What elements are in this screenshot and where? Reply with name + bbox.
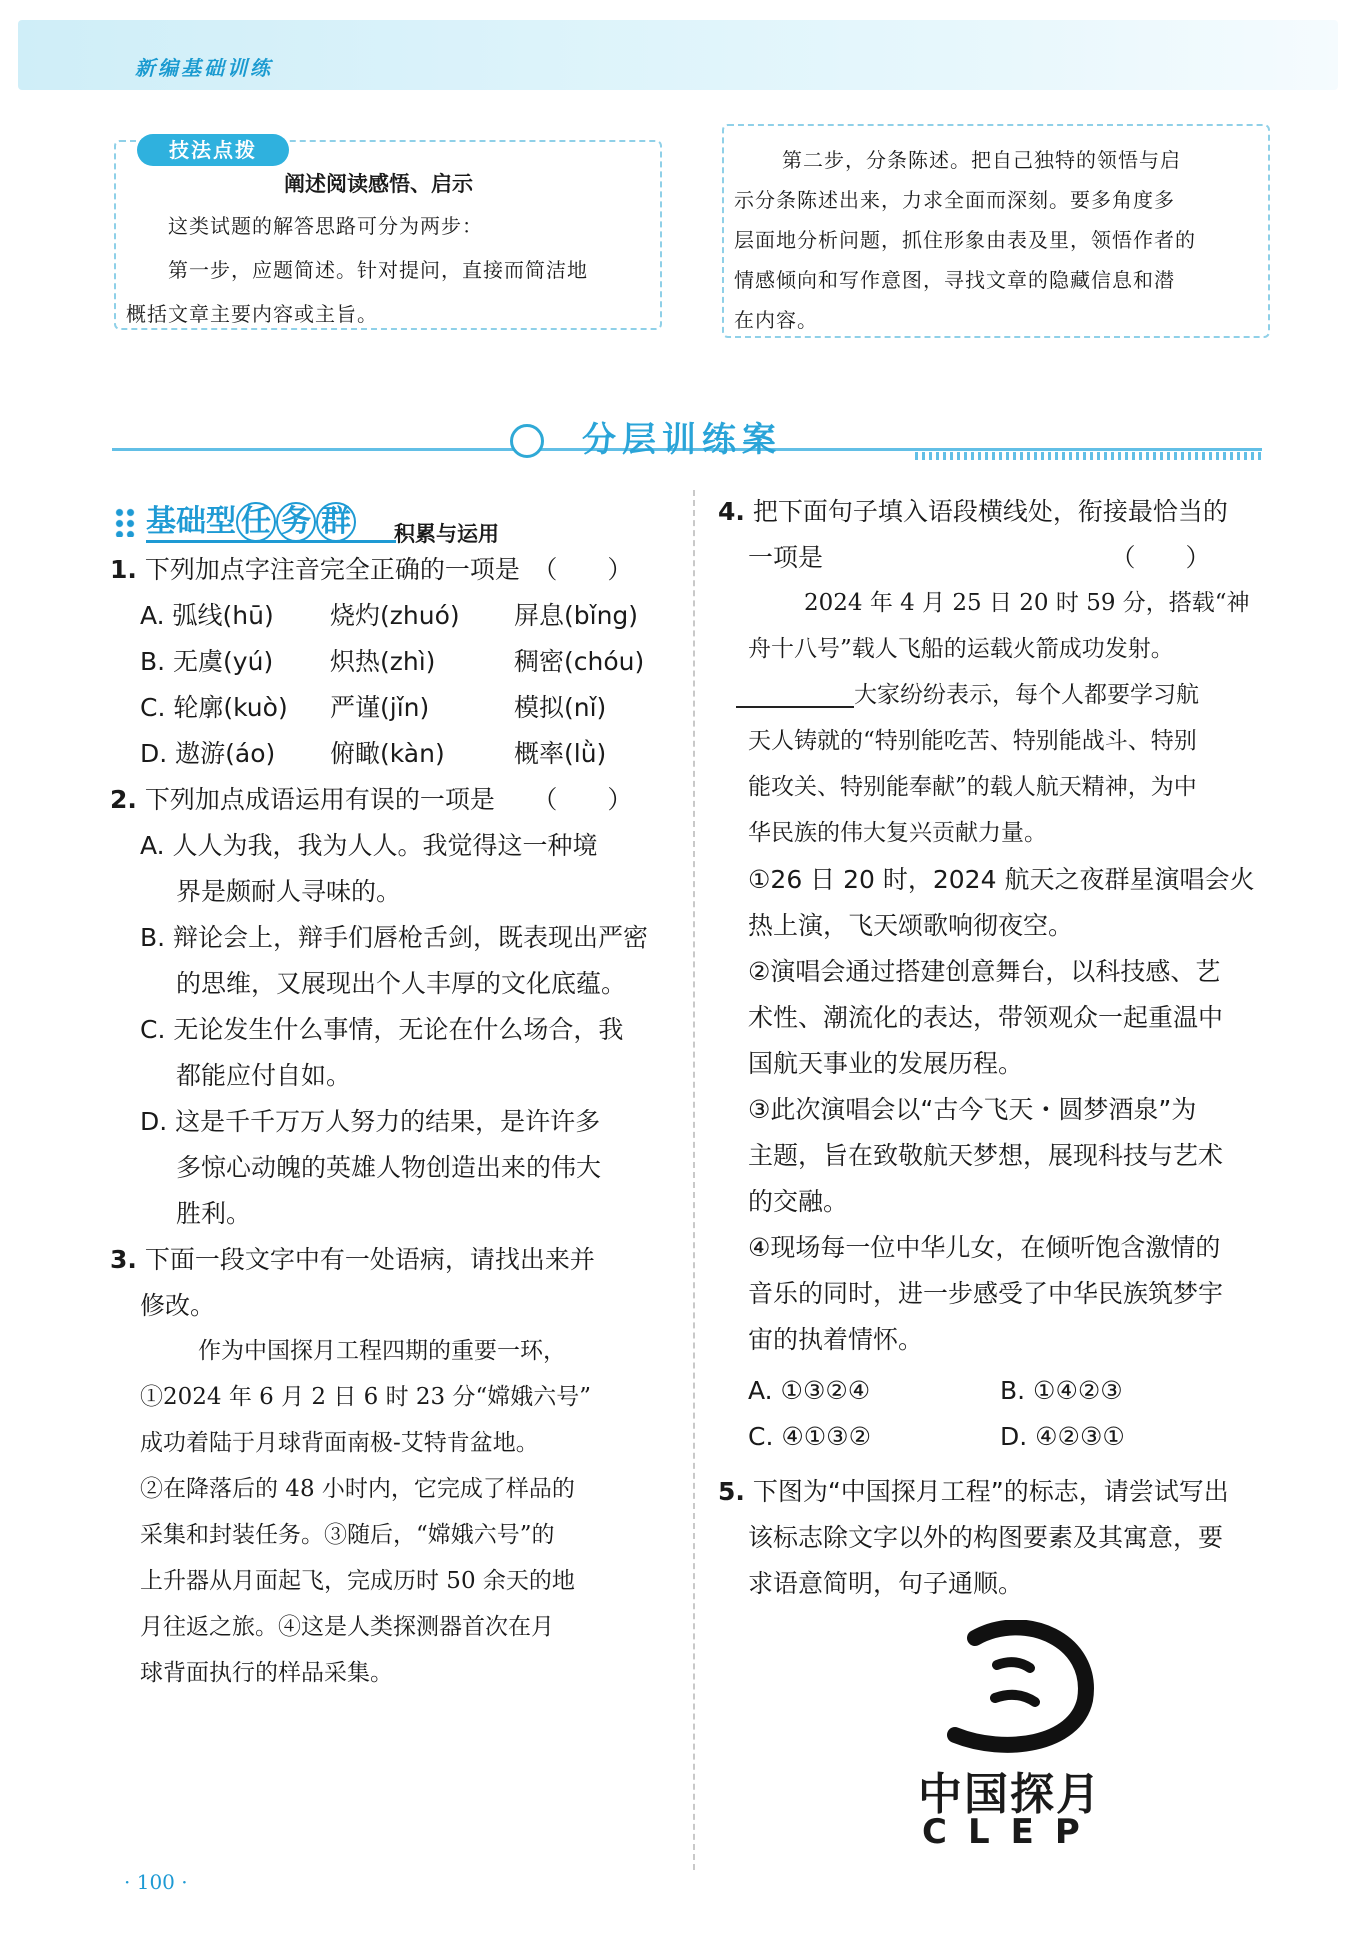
q4-item-line: ③此次演唱会以“古今飞天・圆梦酒泉”为 (748, 1095, 1197, 1124)
page-number: · 100 · (124, 1870, 188, 1894)
q4-item-line: ①26 日 20 时，2024 航天之夜群星演唱会火 (748, 865, 1255, 894)
q1-option: 烧灼(zhuó) (330, 601, 460, 630)
tip-left-line: 这类试题的解答思路可分为两步： (168, 214, 483, 238)
q1-option: B. 无虞(yú) (140, 647, 274, 676)
series-title: 新编基础训练 (135, 56, 273, 80)
task-circle-char: 群 (316, 502, 356, 542)
question-5-stem-cont: 该标志除文字以外的构图要素及其寓意，要 (748, 1523, 1224, 1552)
q2-line: 胜利。 (176, 1199, 252, 1228)
q4-passage-line: 舟十八号”载人飞船的运载火箭成功发射。 (748, 636, 1174, 662)
question-2-stem (110, 780, 632, 816)
section-target-icon (510, 424, 544, 458)
q4-item-line: 热上演，飞天颂歌响彻夜空。 (748, 911, 1074, 940)
tip-left-line: 第一步，应题简述。针对提问，直接而简洁地 (168, 258, 588, 282)
q1-option: D. 遨游(áo) (140, 739, 276, 768)
q4-item-line: 国航天事业的发展历程。 (748, 1049, 1024, 1078)
question-number: 1. (110, 555, 137, 584)
q4-passage-line (736, 676, 1199, 709)
tip-heading: 阐述阅读感悟、启示 (284, 172, 473, 196)
q3-passage-line: 采集和封装任务。③随后，“嫦娥六号”的 (140, 1522, 555, 1548)
q1-option: 屏息(bǐng) (514, 601, 639, 630)
q3-passage-line: ①2024 年 6 月 2 日 6 时 23 分“嫦娥六号” (140, 1384, 592, 1410)
q2-line: 界是颇耐人寻味的。 (176, 877, 402, 906)
q2-line: 都能应付自如。 (176, 1061, 352, 1090)
passage-text: 大家纷纷表示，每个人都要学习航 (854, 682, 1199, 708)
q2-line: D. 这是千千万万人努力的结果，是许许多 (140, 1107, 601, 1136)
q1-option: C. 轮廓(kuò) (140, 693, 288, 722)
q2-line: B. 辩论会上，辩手们唇枪舌剑，既表现出严密 (140, 923, 649, 952)
q2-line: 的思维，又展现出个人丰厚的文化底蕴。 (176, 969, 627, 998)
question-number: 5. (718, 1477, 745, 1506)
task-circle-char: 任 (236, 502, 276, 542)
q3-passage-line: ②在降落后的 48 小时内，它完成了样品的 (140, 1476, 575, 1502)
tip-right-line: 示分条陈述出来，力求全面而深刻。要多角度多 (734, 188, 1175, 212)
q3-passage-line: 上升器从月面起飞，完成历时 50 余天的地 (140, 1568, 575, 1594)
tip-badge: 技法点拨 (137, 134, 289, 166)
q4-option: A. ①③②④ (748, 1376, 871, 1405)
task-underline (146, 540, 396, 543)
tip-right-line: 层面地分析问题，抓住形象由表及里，领悟作者的 (734, 228, 1196, 252)
q4-item-line: 音乐的同时，进一步感受了中华民族筑梦宇 (748, 1279, 1224, 1308)
q3-passage-line: 月往返之旅。④这是人类探测器首次在月 (140, 1614, 554, 1640)
question-text: 下图为“中国探月工程”的标志，请尝试写出 (752, 1477, 1229, 1506)
q4-item-line: 主题，旨在致敬航天梦想，展现科技与艺术 (748, 1141, 1224, 1170)
q4-passage-line: 2024 年 4 月 25 日 20 时 59 分，搭载“神 (804, 590, 1250, 616)
task-circle-char: 务 (276, 502, 316, 542)
section-title: 分层训练案 (582, 420, 782, 460)
q1-option: 炽热(zhì) (330, 647, 436, 676)
fill-blank (736, 684, 854, 708)
q4-option: C. ④①③② (748, 1422, 871, 1451)
question-4-stem (718, 492, 1228, 528)
q1-option: 模拟(nǐ) (514, 693, 607, 722)
q2-line: C. 无论发生什么事情，无论在什么场合，我 (140, 1015, 624, 1044)
q4-item-line: 的交融。 (748, 1187, 849, 1216)
question-number: 3. (110, 1245, 137, 1274)
question-5-stem-cont: 求语意简明，句子通顺。 (748, 1569, 1024, 1598)
logo-en-text: CLEP (922, 1812, 1101, 1852)
q4-option: B. ①④②③ (1000, 1376, 1123, 1405)
question-3-stem-cont: 修改。 (140, 1291, 216, 1320)
q3-passage-line: 球背面执行的样品采集。 (140, 1660, 393, 1686)
q2-line: 多惊心动魄的英雄人物创造出来的伟大 (176, 1153, 602, 1182)
q4-passage-line: 能攻关、特别能奉献”的载人航天精神，为中 (748, 774, 1197, 800)
question-text: 把下面句子填入语段横线处，衔接最恰当的 (752, 497, 1228, 526)
q4-item-line: 术性、潮流化的表达，带领观众一起重温中 (748, 1003, 1224, 1032)
q1-option: 俯瞰(kàn) (330, 739, 445, 768)
question-number: 2. (110, 785, 137, 814)
question-1-stem (110, 550, 632, 586)
section-stripe (915, 452, 1265, 460)
q1-option: 稠密(chóu) (514, 647, 645, 676)
question-text: 下列加点成语运用有误的一项是 （ ） (144, 785, 633, 814)
logo-cn-text: 中国探月 (918, 1769, 1102, 1820)
tip-right-line: 情感倾向和写作意图，寻找文章的隐藏信息和潜 (734, 268, 1175, 292)
q4-option: D. ④②③① (1000, 1422, 1125, 1451)
q1-option: 严谨(jǐn) (330, 693, 430, 722)
question-4-stem-cont: 一项是 （ ） (748, 543, 1211, 572)
tip-right-line: 在内容。 (734, 308, 818, 332)
question-5-stem (718, 1472, 1229, 1508)
q1-option: 概率(lǜ) (514, 739, 607, 768)
task-dots-icon (114, 507, 136, 537)
task-prefix: 基础型 (146, 504, 236, 539)
tip-left-line: 概括文章主要内容或主旨。 (126, 302, 378, 326)
task-subtitle: 积累与运用 (394, 522, 499, 546)
q4-passage-line: 天人铸就的“特别能吃苦、特别能战斗、特别 (748, 728, 1197, 754)
tip-right-line: 第二步，分条陈述。把自己独特的领悟与启 (782, 148, 1181, 172)
q3-passage-line: 作为中国探月工程四期的重要一环， (198, 1338, 566, 1364)
q3-passage-line: 成功着陆于月球背面南极-艾特肯盆地。 (140, 1430, 539, 1456)
q4-item-line: ④现场每一位中华儿女，在倾听饱含激情的 (748, 1233, 1221, 1262)
q4-item-line: ②演唱会通过搭建创意舞台，以科技感、艺 (748, 957, 1221, 986)
question-3-stem (110, 1240, 595, 1276)
q2-line: A. 人人为我，我为人人。我觉得这一种境 (140, 831, 598, 860)
clep-logo-icon (935, 1620, 1115, 1760)
question-number: 4. (718, 497, 745, 526)
question-text: 下列加点字注音完全正确的一项是 （ ） (144, 555, 633, 584)
q4-item-line: 宙的执着情怀。 (748, 1325, 924, 1354)
column-divider (693, 490, 695, 1870)
q1-option: A. 弧线(hū) (140, 601, 274, 630)
question-text: 下面一段文字中有一处语病，请找出来并 (144, 1245, 595, 1274)
q4-passage-line: 华民族的伟大复兴贡献力量。 (748, 820, 1047, 846)
task-title (146, 496, 356, 542)
